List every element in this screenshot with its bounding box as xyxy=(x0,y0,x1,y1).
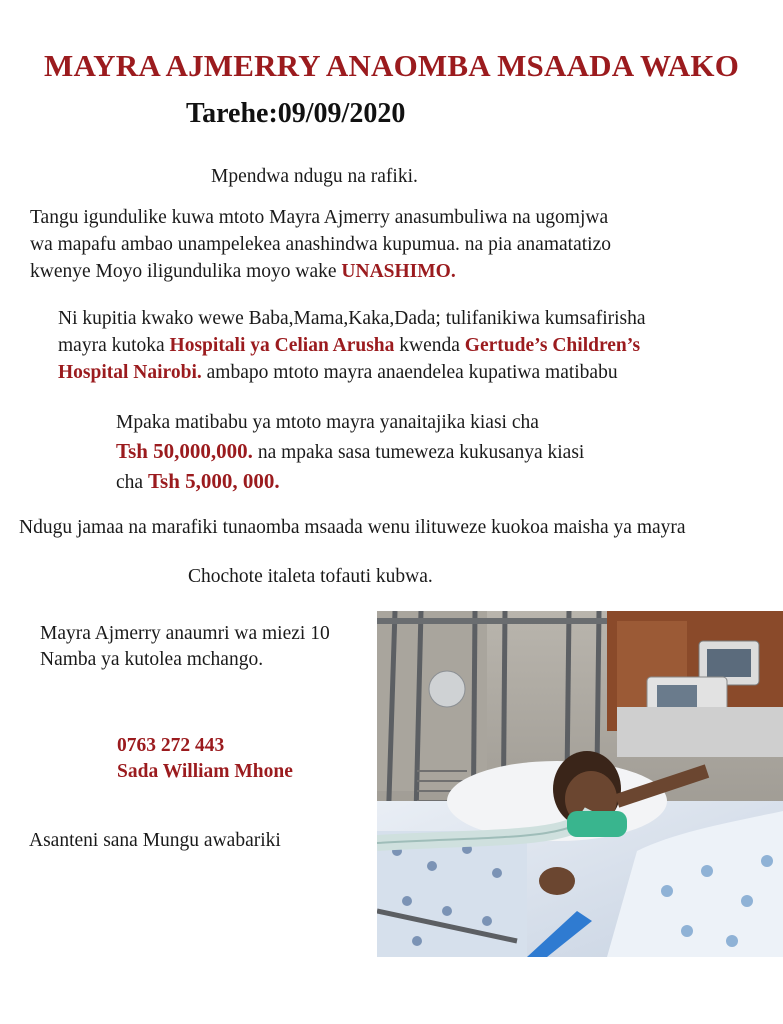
greeting: Mpendwa ndugu na rafiki. xyxy=(211,166,418,187)
diagnosis-highlight: UNASHIMO. xyxy=(341,261,456,282)
paragraph-1-line-2: wa mapafu ambao unampelekea anashindwa kupumua. na pia anamatatizo xyxy=(30,234,611,255)
paragraph-2-line-2 xyxy=(58,332,646,359)
page-title: MAYRA AJMERRY ANAOMBA MSAADA WAKO xyxy=(43,48,740,83)
paragraph-1-line-1: Tangu igundulike kuwa mtoto Mayra Ajmerry anasumbuliwa na ugomjwa xyxy=(30,207,609,228)
paragraph-2-line-2-text: mayra kutoka xyxy=(58,335,170,356)
paragraph-1-line-3 xyxy=(30,258,611,285)
destination-hospital-part-2: Hospital Nairobi. xyxy=(58,362,202,383)
paragraph-3-line-2-text: na mpaka sasa tumeweza kukusanya kiasi xyxy=(252,442,585,463)
contact-block xyxy=(117,733,293,785)
origin-hospital: Hospitali ya Celian Arusha xyxy=(169,335,395,356)
paragraph-3-line-3-text: cha xyxy=(116,472,148,493)
destination-hospital-part-1: Gertude’s Children’s xyxy=(464,335,641,356)
paragraph-2 xyxy=(58,305,646,386)
paragraph-2-line-3 xyxy=(58,359,646,386)
closing-text: Asanteni sana Mungu awabariki xyxy=(29,830,281,851)
paragraph-3-line-2 xyxy=(116,437,584,467)
date-line: Tarehe:09/09/2020 xyxy=(186,98,406,129)
number-label: Namba ya kutolea mchango. xyxy=(40,649,264,670)
required-amount: Tsh 50,000,000. xyxy=(116,439,253,463)
paragraph-2-line-3-text: ambapo mtoto mayra anaendelea kupatiwa matibabu xyxy=(201,362,618,383)
collected-amount: Tsh 5,000, 000. xyxy=(147,469,280,493)
paragraph-2-line-2-mid: kwenda xyxy=(394,335,465,356)
contact-name: Sada William Mhone xyxy=(117,761,293,782)
paragraph-2-line-1: Ni kupitia kwako wewe Baba,Mama,Kaka,Dada; tulifanikiwa kumsafirisha xyxy=(58,308,646,329)
paragraph-3 xyxy=(116,408,584,497)
phone-number: 0763 272 443 xyxy=(117,735,225,756)
paragraph-3-line-3 xyxy=(116,467,584,497)
paragraph-1-line-3-text: kwenye Moyo iligundulika moyo wake xyxy=(30,261,342,282)
appeal-text: Ndugu jamaa na marafiki tunaomba msaada wenu ilituweze kuokoa maisha ya mayra xyxy=(19,517,686,538)
hospital-photo xyxy=(377,611,783,957)
info-block xyxy=(40,621,330,673)
difference-text: Chochote italeta tofauti kubwa. xyxy=(188,566,433,587)
age-line: Mayra Ajmerry anaumri wa miezi 10 xyxy=(40,623,330,644)
paragraph-3-line-1: Mpaka matibabu ya mtoto mayra yanaitajika kiasi cha xyxy=(116,412,539,433)
paragraph-1 xyxy=(30,204,611,285)
